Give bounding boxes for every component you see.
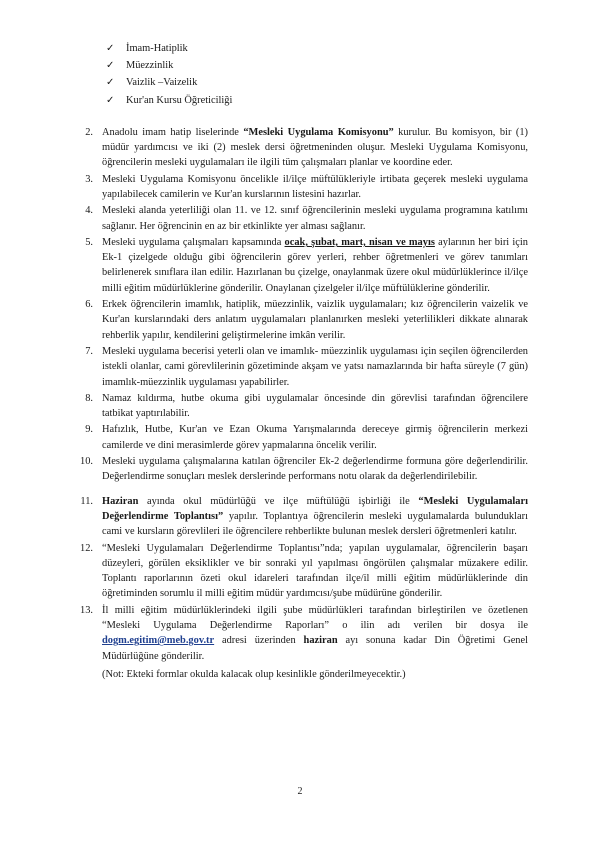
text-run: “Mesleki Uygulamaları Değerlendirme Toplantısı”nda; yapılan uygulamalar, öğrencilerin başarı düzeyleri, görülen eksiklikler ve bir sonraki yıl yapılması öngörülen çalışmalar müzakere edilir. Toplantı raporlarının özeti okul idareleri tarafından ilçe/il milli eğitim müdürlüklerinde din öğretiminden sorumlu il milli eğitim müdür yardımcısı/şube müdürüne gönderilir. — [102, 542, 528, 600]
email-link[interactable]: dogm.egitim@meb.gov.tr — [102, 635, 215, 647]
text-run: yapılır. Toplantıya öğrencilerin mesleki uygulamalarda bulundukları cami ve kursların görevlileri ile öğrencilere rehberlikte bulunan meslek dersleri öğretmenleri katılır. — [102, 510, 528, 538]
text-run: Mesleki alanda yeterliliği olan 11. ve 12. sınıf öğrencilerinin mesleki uygulama programına katılımı sağlanır. Her öğrencinin en az bir etkinlikte yer alması sağlanır. — [102, 205, 528, 232]
text-run: Mesleki uygulama becerisi yeterli olan ve imamlık- müezzinlik uygulaması için seçilen öğrencilerden istekli olanlar, cami görevlilerinin gözetiminde akşam ve yatsı namazlarında bir hafta süreyle (7 gün) imamlık-müezzinlik uygulaması yapabilirler. — [102, 345, 528, 388]
bold-text: “Mesleki Uygulama Komisyonu” — [243, 126, 394, 138]
numbered-list-item — [72, 494, 528, 540]
checkmark-icon: ✓ — [106, 60, 115, 72]
text-run: Hafızlık, Hutbe, Kur'an ve Ezan Okuma Yarışmalarında dereceye girmiş öğrencilerin merkezi camilerde ve dini merasimlerde görev yapmalarına öncelik verilir. — [102, 424, 528, 451]
list-item-body — [102, 235, 528, 296]
numbered-list-item — [72, 172, 528, 203]
list-item-body — [102, 203, 528, 234]
list-item-number: 7. — [85, 345, 93, 357]
text-run: Mesleki uygulama çalışmalarına katılan öğrenciler Ek-2 değerlendirme formuna göre değerlendirilir. Değerlendirme sonuçları meslek derslerinde performans notu olarak da değerlendirilebilir. — [102, 456, 528, 483]
list-item-number: 13. — [80, 604, 93, 616]
text-run: o ilin adı verilen bir dosya ile — [329, 620, 528, 632]
text-run: “Mesleki Uygulama Değerlendirme Raporları” — [102, 620, 330, 632]
list-item-body — [102, 172, 528, 203]
checkmark-icon: ✓ — [106, 77, 115, 89]
list-item-number: 4. — [85, 205, 93, 217]
bold-underlined-text: ocak, şubat, mart, nisan ve mayıs — [284, 236, 435, 248]
text-run: Anadolu imam hatip liselerinde — [102, 126, 244, 138]
list-item-number: 8. — [85, 392, 93, 404]
list-item-body — [102, 454, 528, 485]
check-list-item — [106, 74, 528, 91]
list-item-body — [102, 494, 528, 540]
text-run: Mesleki Uygulama Komisyonu öncelikle il/ilçe müftülükleriyle irtibata geçerek mesleki uygulama yapılabilecek camilerin ve Kur'an kurslarının listesini hazırlar. — [102, 173, 528, 200]
list-item-body — [102, 541, 528, 602]
numbered-list-item — [72, 391, 528, 422]
list-item-body — [102, 422, 528, 453]
text-run: ayı sonuna kadar Din Öğretimi Genel Müdürlüğüne gönderilir. — [102, 635, 528, 662]
check-list-item — [106, 40, 528, 57]
check-list-item — [106, 57, 528, 74]
list-item-number: 11. — [80, 495, 93, 507]
check-list-item-label: Vaizlik –Vaizelik — [126, 77, 198, 89]
check-list-item-label: Kur'an Kursu Öğreticiliği — [126, 94, 233, 106]
list-item-number: 6. — [85, 299, 93, 311]
list-item-body — [102, 297, 528, 343]
text-run: Namaz kıldırma, hutbe okuma gibi uygulamalar öncesinde din görevlisi tarafından öğrencilere tatbikat yaptırılabilir. — [102, 392, 528, 420]
numbered-list-item — [72, 297, 528, 343]
list-item-number: 9. — [85, 424, 93, 436]
page-content — [72, 40, 528, 682]
text-run: İl milli eğitim müdürlüklerindeki ilgili şube müdürlükleri tarafından birleştirilen ve özetlenen — [102, 604, 528, 616]
bold-text: haziran — [303, 635, 338, 647]
bold-text: “Mesleki Uygulamaları Değerlendirme Toplantısı” — [102, 495, 529, 522]
check-list-item — [106, 92, 528, 109]
numbered-list — [72, 125, 528, 664]
bold-text: Haziran — [102, 495, 139, 507]
numbered-list-item — [72, 203, 528, 234]
numbered-list-item — [72, 125, 528, 171]
text-run: ayında okul müdürlüğü ve ilçe müftülüğü işbirliği ile — [138, 495, 419, 507]
list-item-body — [102, 391, 528, 422]
text-run: Erkek öğrencilerin imamlık, hatiplik, müezzinlik, vaizlik uygulamaları; kız öğrencilerin vaizelik ve Kur'an kurslarındaki ders anlatım uygulamaları planlanırken mesleki yeterlilikleri dikkate alınarak rehberlik yapılır, kendilerini geliştirmelerine imkân verilir. — [102, 299, 528, 341]
list-item-number: 12. — [80, 542, 93, 554]
list-item-body — [102, 344, 528, 390]
check-list-item-label: İmam-Hatiplik — [126, 43, 188, 54]
text-run: adresi üzerinden — [214, 635, 304, 647]
page-number: 2 — [297, 786, 303, 797]
check-list-item-label: Müezzinlik — [126, 60, 174, 72]
list-item-body — [102, 603, 528, 664]
list-item-number: 3. — [85, 173, 93, 185]
list-item-number: 2. — [85, 126, 93, 138]
numbered-list-item — [72, 603, 528, 664]
text-run: aylarının her biri için Ek-1 çizelgede olduğu gibi öğrencilerin görev yerleri, rehber öğretmenleri ve görev tanımları belirlenerek sınıflara ilan edilir. Hazırlanan bu çizelge, onaylanmak üzere okul müdürlüklerince il/ilçe milli eğitim müdürlüklerine gönderilir. Onaylanan çizelgeler il/ilçe müftülüklerine gönderilir. — [102, 236, 528, 294]
list-item-body — [102, 125, 528, 171]
checkmark-icon: ✓ — [106, 43, 115, 54]
numbered-list-item — [72, 422, 528, 453]
numbered-list-item — [72, 235, 528, 296]
note-text: (Not: Ekteki formlar okulda kalacak olup kesinlikle gönderilmeyecektir.) — [102, 668, 406, 680]
numbered-list-item — [72, 454, 528, 485]
numbered-list-item — [72, 344, 528, 390]
text-run: kurulur. Bu komisyon, bir (1) müdür yardımcısı ve iki (2) meslek dersi öğretmeninden oluşur. Mesleki Uygulama Komisyonu, öğrencilerin mesleki uygulamaları ile ilgili tüm çalışmaları planlar ve koordine eder. — [102, 126, 528, 169]
text-run: Mesleki uygulama çalışmaları kapsamında — [102, 236, 285, 248]
list-item-number: 5. — [85, 236, 93, 248]
checkmark-icon: ✓ — [106, 94, 115, 106]
numbered-list-item — [72, 541, 528, 602]
list-item-number: 10. — [80, 456, 93, 468]
check-list — [72, 40, 528, 109]
